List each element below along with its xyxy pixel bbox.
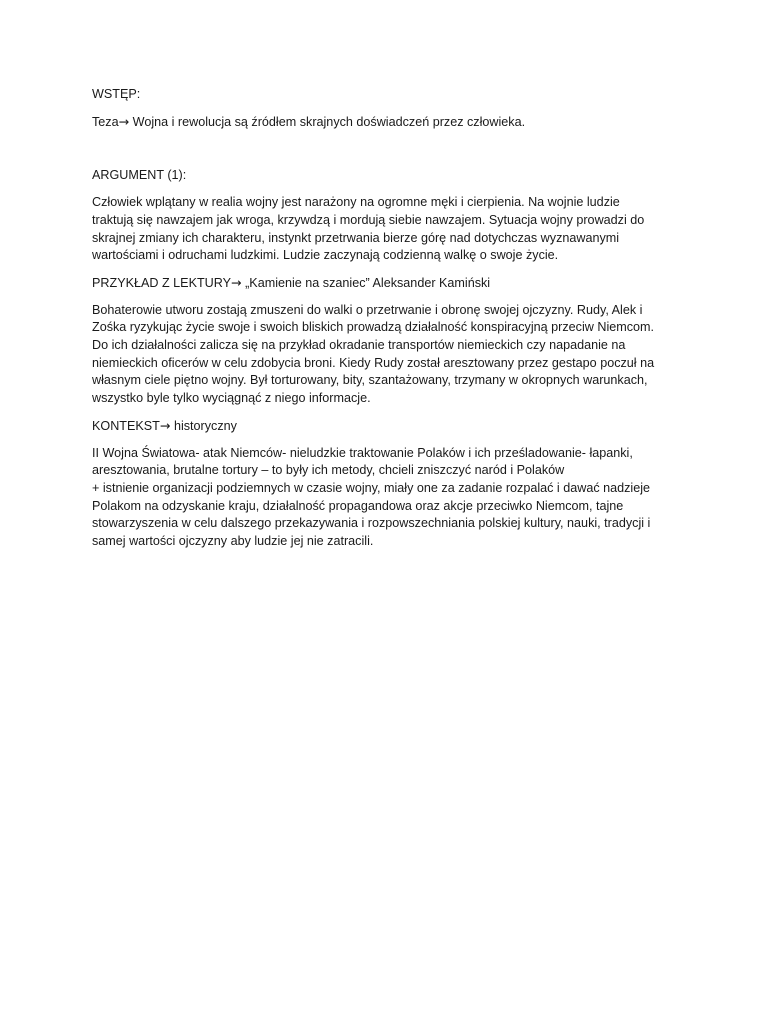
paragraph-line: traktują się nawzajem jak wroga, krzywdzą i mordują siebie nawzajem. Sytuacja wojny prowadzi do — [92, 212, 645, 227]
context-heading — [92, 417, 682, 436]
paragraph-line: skrajnej zmiany ich charakteru, instynkt przetrwania bierze górę nad dotychczas wyznawanymi — [92, 230, 620, 245]
argument-heading: ARGUMENT (1): — [92, 168, 187, 183]
paragraph-line: stowarzyszenia w celu dalszego przekazywania i rozpowszechniania polskiej kultury, nauki, tradycji i — [92, 516, 651, 531]
arrow-icon: → — [231, 274, 242, 290]
paragraph-line: II Wojna Światowa- atak Niemców- nieludzkie traktowanie Polaków i ich prześladowanie- łapanki, — [92, 445, 633, 460]
context-label: KONTEKST — [92, 418, 160, 433]
paragraph-line: wartościami i odruchami ludzkimi. Ludzie zaczynają codzienną walkę o swoje życie. — [92, 248, 559, 263]
paragraph-line: wszystko byle tylko wyciągnąć z niego informacje. — [92, 391, 371, 406]
thesis-label: Teza — [92, 114, 119, 129]
paragraph-line: samej wartości ojczyzny aby ludzie jej nie zatracili. — [92, 534, 374, 549]
paragraph-line: aresztowania, brutalne tortury – to były ich metody, chcieli zniszczyć naród i Polaków — [92, 463, 565, 478]
example-label: PRZYKŁAD Z LEKTURY — [92, 275, 232, 290]
example-paragraph — [92, 302, 682, 408]
example-title: „Kamienie na szaniec” Aleksander Kamiński — [241, 275, 491, 290]
paragraph-line: własnym ciele piętno wojny. Był torturowany, bity, szantażowany, trzymany w okropnych warunkach, — [92, 373, 648, 388]
paragraph-line: Do ich działalności zalicza się na przykład okradanie transportów niemieckich czy napadanie na — [92, 338, 626, 353]
section-spacer — [92, 140, 682, 167]
paragraph-line: niemieckich oficerów w celu zdobycia broni. Kiedy Rudy został aresztowany przez gestapo poczuł na — [92, 355, 655, 370]
document-page — [92, 86, 682, 560]
context-paragraph — [92, 445, 682, 551]
intro-heading: WSTĘP: — [92, 87, 141, 101]
context-type: historyczny — [170, 418, 237, 433]
paragraph-line: Człowiek wplątany w realia wojny jest narażony na ogromne męki i cierpienia. Na wojnie ludzie — [92, 195, 620, 210]
thesis-text: Wojna i rewolucja są źródłem skrajnych doświadczeń przez człowieka. — [129, 114, 526, 129]
thesis-line — [92, 113, 682, 132]
arrow-icon: → — [118, 113, 130, 129]
paragraph-line: Bohaterowie utworu zostają zmuszeni do walki o przetrwanie i obronę swojej ojczyzny. Rudy, Alek i — [92, 302, 643, 317]
paragraph-line: Zośka ryzykując życie swoje i swoich bliskich prowadzą działalność konspiracyjną przeciw Niemcom. — [92, 320, 655, 335]
paragraph-line: Polakom na odzyskanie kraju, działalność propagandowa oraz akcje przeciwko Niemcom, tajne — [92, 498, 624, 513]
paragraph-line: + istnienie organizacji podziemnych w czasie wojny, miały one za zadanie rozpalać i dawać nadzieje — [92, 480, 651, 495]
example-heading — [92, 274, 682, 293]
argument-paragraph — [92, 194, 682, 265]
arrow-icon: → — [159, 417, 171, 433]
